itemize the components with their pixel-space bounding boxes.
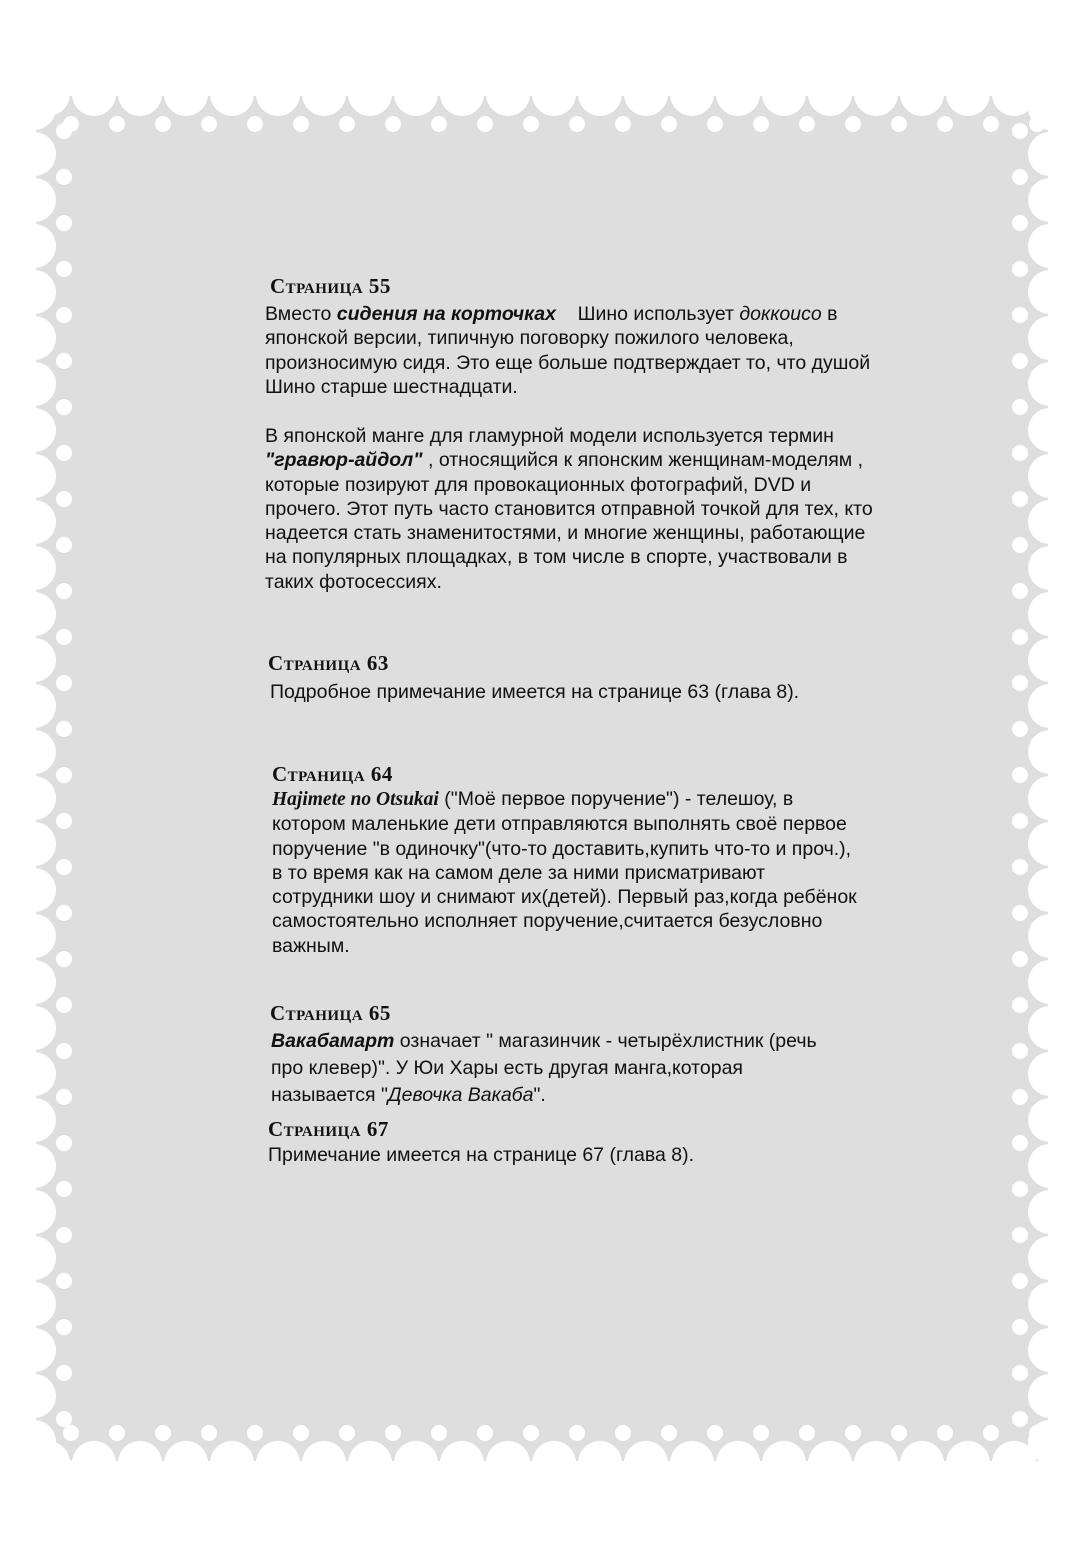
text-run: Шино использует — [555, 303, 740, 325]
section-heading-63: Страница 63 — [268, 651, 389, 675]
section-64-text — [272, 787, 862, 958]
text-run: В японской манге для гламурной модели используется термин — [265, 425, 834, 447]
section-heading-64: Страница 64 — [272, 762, 393, 786]
term-gravure-idol: "гравюр-айдол" — [265, 449, 423, 472]
section-63-text: Подробное примечание имеется на странице 63 (глава 8). — [270, 681, 800, 703]
section-heading-55: Страница 55 — [270, 274, 391, 298]
text-run: в японской версии, типичную поговорку пожилого человека, произносимую сидя. Это еще больше подтверждает то, что душой Шино старше шестнадцати. — [265, 303, 871, 398]
term-dokkoiso: доккоисо — [739, 303, 822, 325]
section-heading-67: Страница 67 — [268, 1117, 389, 1141]
text-run: , относящийся к японским женщинам-моделям , которые позируют для провокационных фотографий, DVD и прочего. Этот путь часто становится отправной точкой для тех, кто надеется стать знаменитостями, и многие женщины, работающие на популярных площадках, в том числе в спорте, участвовали в таких фотосессиях. — [265, 449, 873, 593]
section-heading-65: Страница 65 — [270, 1001, 391, 1025]
term-squatting: сидения на корточках — [336, 303, 556, 325]
section-55-paragraph-2 — [265, 424, 875, 594]
section-55-paragraph-1 — [265, 302, 875, 399]
term-wakabamart: Вакабамарт — [271, 1030, 395, 1052]
text-run: ". — [533, 1084, 546, 1106]
section-67-text: Примечание имеется на странице 67 (глава 8). — [268, 1144, 695, 1166]
text-run: ("Моё первое поручение") - телешоу, в котором маленькие дети отправляются выполнять своё первое поручение "в одиночку"(что-то доставить,купить что-то и проч.), в то время как на самом деле за ними присматривают сотрудники шоу и снимают их(детей). Первый раз,когда ребёнок самостоятельно исполняет поручение,считается безусловно важным. — [272, 788, 857, 957]
text-run: Вместо — [265, 303, 337, 325]
text-run: означает " магазинчик - четырёхлистник (речь про клевер)". У Юи Хары есть другая манга,которая называется " — [271, 1030, 817, 1106]
section-65-text — [271, 1028, 846, 1109]
term-hajimete-no-otsukai: Hajimete no Otsukai — [272, 789, 439, 810]
manga-title: Девочка Вакаба — [387, 1084, 534, 1106]
